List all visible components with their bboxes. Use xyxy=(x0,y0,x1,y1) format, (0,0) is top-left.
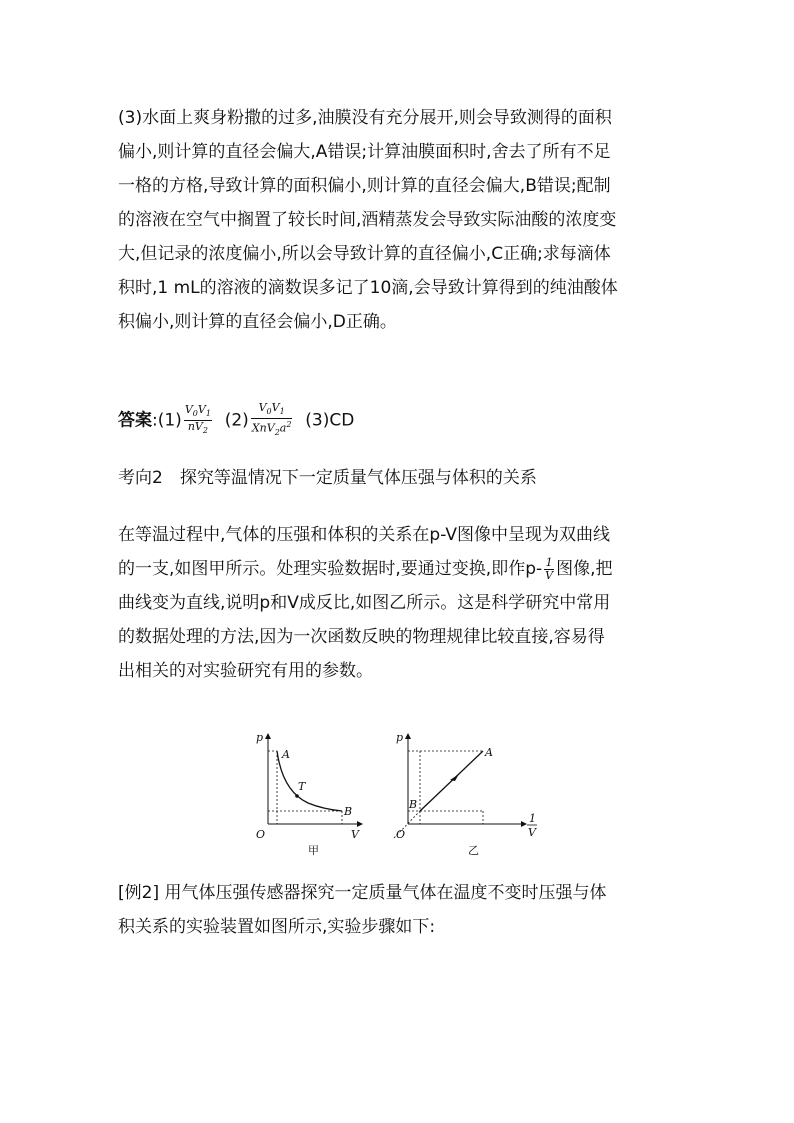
linear-line xyxy=(420,751,483,811)
text-line: 积时,1 mL的溶液的滴数误多记了10滴,会导致计算得到的纯油酸体 xyxy=(118,278,618,298)
text-line: 的溶液在空气中搁置了较长时间,酒精蒸发会导致实际油酸的浓度变 xyxy=(118,210,617,230)
method-paragraph xyxy=(118,518,678,688)
origin-label: O xyxy=(256,828,266,841)
fraction-numerator: $V_0V_1$ xyxy=(251,402,293,419)
text-line: 积偏小,则计算的直径会偏小,D正确。 xyxy=(118,312,397,332)
answer-line xyxy=(118,402,678,439)
text-line: 大,但记录的浓度偏小,所以会导致计算的直径偏小,C正确;求每滴体 xyxy=(118,244,611,264)
figure-caption: 乙 xyxy=(468,844,479,857)
point-a-label: A xyxy=(485,746,493,759)
section-title-text: 考向2 探究等温情况下一定质量气体压强与体积的关系 xyxy=(118,468,537,488)
text-line: [例2] 用气体压强传感器探究一定质量气体在温度不变时压强与体 xyxy=(118,883,607,903)
text-line: 的一支,如图甲所示。处理实验数据时,要通过变换,即作p- xyxy=(118,559,543,579)
answer-part1-prefix: (1) xyxy=(157,410,182,431)
figure-jia xyxy=(248,728,374,860)
x-axis-label-denominator: V xyxy=(528,826,536,839)
x-axis-label: V xyxy=(351,828,359,841)
figure-caption: 甲 xyxy=(308,844,319,857)
inline-fraction xyxy=(544,557,554,582)
text-line: 一格的方格,导致计算的面积偏小,则计算的直径会偏大,B错误;配制 xyxy=(118,176,611,196)
text-line: (3)水面上爽身粉撒的过多,油膜没有充分展开,则会导致测得的面积 xyxy=(118,108,612,128)
text-line: 出相关的对实验研究有用的参数。 xyxy=(118,661,373,681)
text-line: 的数据处理的方法,因为一次函数反映的物理规律比较直接,容易得 xyxy=(118,627,605,647)
fraction-denominator: $XnV_2a^2$ xyxy=(251,420,292,438)
figure-yi xyxy=(388,728,548,860)
point-a-label: A xyxy=(282,748,290,761)
answer-fraction-2 xyxy=(251,402,293,439)
direction-arrow xyxy=(450,774,459,781)
answer-colon: : xyxy=(152,410,158,431)
section-title xyxy=(118,461,678,495)
fraction-denominator: V xyxy=(545,568,554,582)
fraction-numerator: 1 xyxy=(545,555,553,569)
point-b-label: B xyxy=(344,805,353,818)
text-line: 积关系的实验装置如图所示,实验步骤如下: xyxy=(118,917,436,937)
y-axis-label: p xyxy=(396,731,404,744)
point-t-marker xyxy=(295,794,299,798)
answer-label: 答案 xyxy=(118,410,152,431)
explanation-paragraph xyxy=(118,101,678,339)
example-paragraph xyxy=(118,876,678,944)
fraction-denominator: $nV_2$ xyxy=(187,420,208,436)
text-line: 偏小,则计算的直径会偏大,A错误;计算油膜面积时,舍去了所有不足 xyxy=(118,142,611,162)
text-line: 曲线变为直线,说明p和V成反比,如图乙所示。这是科学研究中常用 xyxy=(118,593,611,613)
point-b-label: B xyxy=(409,798,418,811)
answer-fraction-1 xyxy=(184,404,212,437)
origin-label: O xyxy=(396,828,406,841)
text-line: 在等温过程中,气体的压强和体积的关系在p-V图像中呈现为双曲线 xyxy=(118,525,610,545)
point-t-label: T xyxy=(298,780,306,793)
y-axis-label: p xyxy=(256,731,264,744)
answer-part2-prefix: (2) xyxy=(224,410,249,431)
x-axis-label-numerator: 1 xyxy=(529,812,536,825)
fraction-numerator: $V_0V_1$ xyxy=(184,404,212,421)
text-line: 图像,把 xyxy=(556,559,613,579)
answer-part3: (3)CD xyxy=(305,410,355,431)
